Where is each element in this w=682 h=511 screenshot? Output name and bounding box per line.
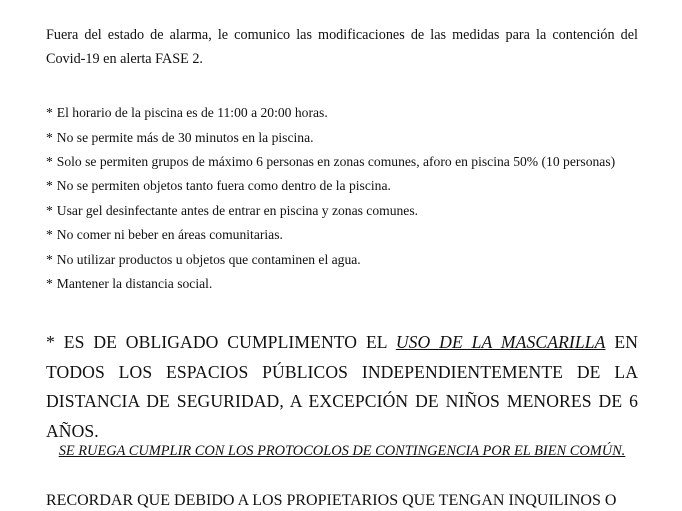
notice-emphasis: USO DE LA MASCARILLA xyxy=(395,332,606,352)
cutoff-line-text: RECORDAR QUE DEBIDO A LOS PROPIETARIOS QUE TENGAN INQUILINOS O xyxy=(46,492,617,509)
rule-item xyxy=(46,101,638,126)
notice-text-after: EN TODOS LOS ESPACIOS PÚBLICOS INDEPENDIENTEMENTE DE LA DISTANCIA DE SEGURIDAD, A EXCEPCIÓN DE NIÑOS MENORES DE 6 AÑOS. xyxy=(46,332,639,441)
mask-notice xyxy=(46,328,638,446)
rule-item xyxy=(46,174,638,199)
rule-item xyxy=(46,126,638,151)
bullet-marker: * xyxy=(46,251,53,267)
notice-marker: * xyxy=(46,332,55,352)
intro-paragraph: Fuera del estado de alarma, le comunico las modificaciones de las medidas para la contención del Covid-19 en alerta FASE 2. xyxy=(46,27,638,67)
rule-item xyxy=(46,199,638,224)
rule-text: Solo se permiten grupos de máximo 6 personas en zonas comunes, aforo en piscina 50% (10 personas) xyxy=(56,154,616,169)
rule-text: Mantener la distancia social. xyxy=(56,276,213,291)
cutoff-line xyxy=(46,491,646,509)
rule-text: No se permite más de 30 minutos en la piscina. xyxy=(56,129,314,145)
closing-statement: SE RUEGA CUMPLIR CON LOS PROTOCOLOS DE CONTINGENCIA POR EL BIEN COMÚN. xyxy=(58,443,626,459)
bullet-marker: * xyxy=(46,105,53,120)
rule-item xyxy=(46,272,638,297)
rule-text: No comer ni beber en áreas comunitarias. xyxy=(56,227,283,242)
rule-text: El horario de la piscina es de 11:00 a 20:00 horas. xyxy=(56,105,328,120)
rule-text: No utilizar productos u objetos que contaminen el agua. xyxy=(56,251,361,267)
rules-list xyxy=(46,101,638,297)
bullet-marker: * xyxy=(46,227,53,242)
bullet-marker: * xyxy=(46,129,53,145)
rule-item xyxy=(46,150,638,174)
notice-text-before: ES DE OBLIGADO CUMPLIMENTO EL xyxy=(63,332,387,352)
bullet-marker: * xyxy=(46,202,53,218)
bullet-marker: * xyxy=(46,154,53,169)
bullet-marker: * xyxy=(46,178,53,193)
rule-item xyxy=(46,248,638,273)
rule-text: No se permiten objetos tanto fuera como dentro de la piscina. xyxy=(56,178,391,193)
bullet-marker: * xyxy=(46,276,53,291)
rule-item xyxy=(46,223,638,248)
rule-text: Usar gel desinfectante antes de entrar en piscina y zonas comunes. xyxy=(56,202,419,218)
